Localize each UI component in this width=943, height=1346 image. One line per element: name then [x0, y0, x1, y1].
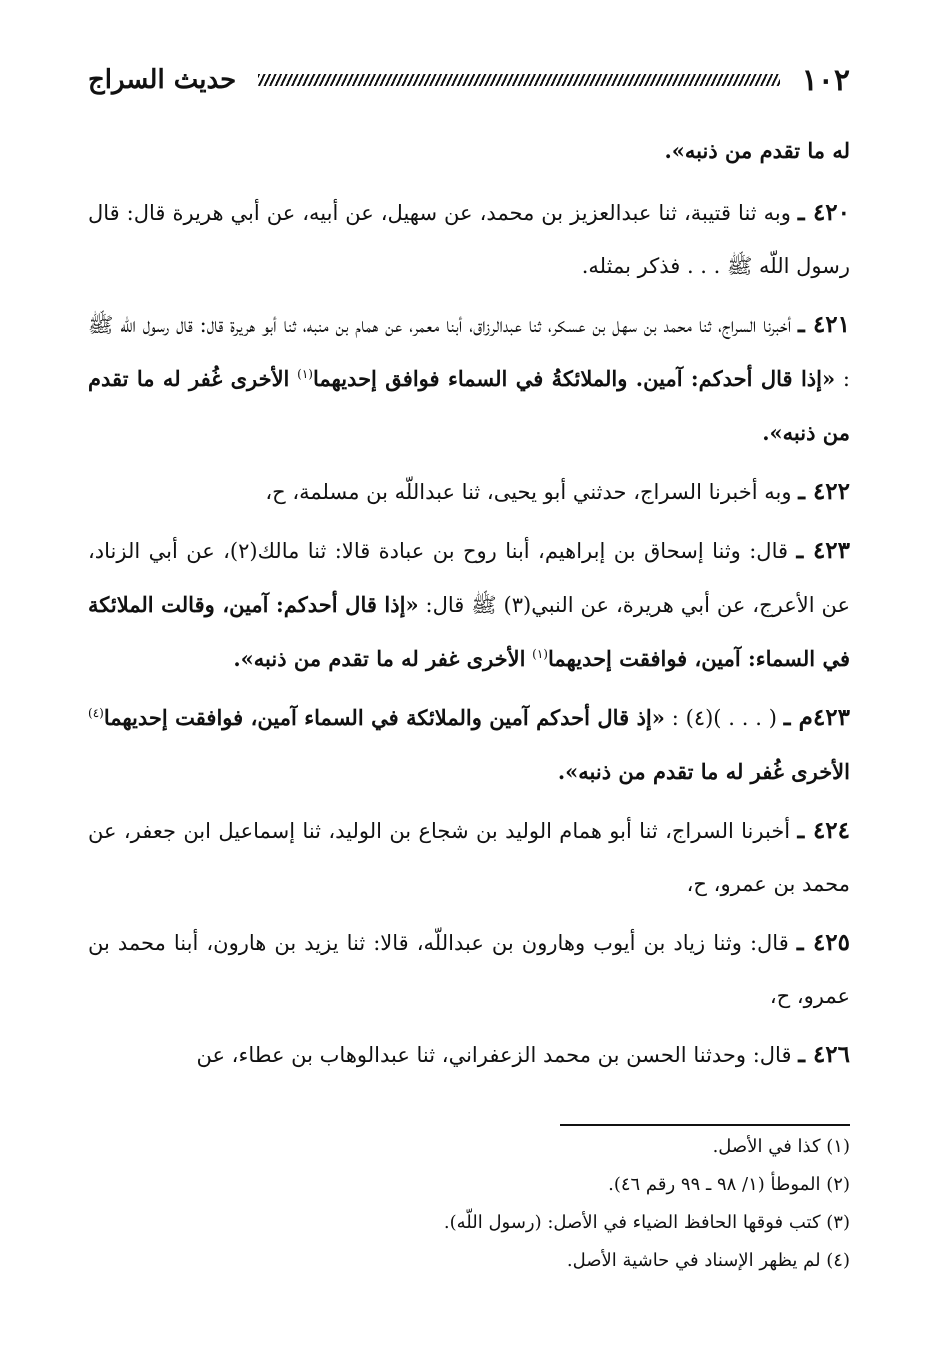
hadith-number: ٤٢٢ ـ	[798, 478, 850, 505]
hadith-paragraph	[88, 916, 850, 1023]
hadith-matn: «إذا قال أحدكم: آمين. والملائكةُ في السماء فوافق إحديهما	[312, 366, 836, 391]
hadith-isnad: أخبرنا السراج، ثنا أبو همام الوليد بن شجاع بن الوليد، ثنا إسماعيل ابن جعفر، عن محمد بن عمرو، ح،	[88, 819, 850, 896]
hadith-isnad: قال: وثنا زياد بن أيوب وهارون بن عبداللّه، قالا: ثنا يزيد بن هارون، أبنا محمد بن عمرو، ح،	[88, 931, 850, 1008]
hadith-number: ٤٢٦ ـ	[798, 1041, 850, 1068]
hadith-matn-end: الأخرى غفر له ما تقدم من ذنبه».	[233, 646, 526, 671]
hadith-matn: له ما تقدم من ذنبه».	[664, 138, 850, 163]
footnote: (٣) كتب فوقها الحافظ الضياء في الأصل: (رسول اللّه).	[443, 1212, 850, 1233]
hadith-matn-end: الأخرى غُفر له ما تقدم من ذنبه».	[557, 759, 850, 784]
hadith-isnad: أخبرنا السراج، ثنا محمد بن سهل بن عسكر، ثنا عبدالرزاق، أبنا معمر، عن همام بن منبه، ثنا أبو هريرة قال: قال رسول اللّه ﷺ :	[88, 313, 850, 391]
footnotes	[88, 1128, 850, 1280]
hadith-paragraph	[88, 691, 850, 799]
hadith-matn: «إذا قال أحدكم: آمين، وقالت الملائكة في السماء: آمين، فوافقت إحديهما	[88, 592, 850, 671]
hadith-isnad: قال: وثنا إسحاق بن إبراهيم، أبنا روح بن عبادة قالا: ثنا مالك(٢)، عن أبي الزناد، عن الأعرج، عن أبي هريرة، عن النبي(٣) ﷺ قال:	[88, 539, 851, 617]
hadith-number: ٤٢٣ ـ	[796, 537, 850, 564]
header-rule	[258, 74, 779, 86]
hadith-isnad: وبه ثنا قتيبة، ثنا عبدالعزيز بن محمد، عن سهيل، عن أبيه، عن أبي هريرة قال: قال رسول اللّه ﷺ . . . فذكر بمثله.	[88, 201, 850, 278]
footnote-marker: (١)	[297, 367, 313, 381]
hadith-matn-end: الأخرى غُفر له ما تقدم من ذنبه».	[88, 366, 850, 445]
hadith-isnad: قال: وحدثنا الحسن بن محمد الزعفراني، ثنا عبدالوهاب بن عطاء، عن	[196, 1043, 792, 1067]
hadith-isnad: ( . . . )(٤) :	[671, 706, 777, 730]
hadith-number: ٤٢١ ـ	[798, 311, 850, 338]
hadith-number: ٤٢٥ ـ	[796, 929, 850, 956]
hadith-paragraph	[88, 524, 850, 686]
footnote-separator	[560, 1124, 850, 1126]
hadith-isnad: وبه أخبرنا السراج، حدثني أبو يحيى، ثنا عبداللّه بن مسلمة، ح،	[265, 480, 792, 504]
hadith-paragraph	[88, 804, 850, 911]
book-title: حديث السراج	[88, 65, 237, 95]
footnote-marker: (٤)	[88, 706, 104, 720]
hadith-number: ٤٢٤ ـ	[797, 817, 850, 844]
hadith-number: ٤٢٠ ـ	[797, 199, 851, 226]
footnote-marker: (١)	[532, 647, 548, 661]
footnote: (١) كذا في الأصل.	[712, 1136, 850, 1157]
page-header	[88, 58, 850, 102]
hadith-number: ٤٢٣م ـ	[783, 704, 850, 731]
page-number: ١٠٢	[801, 62, 850, 98]
hadith-paragraph	[88, 124, 850, 178]
footnote: (٤) لم يظهر الإسناد في حاشية الأصل.	[566, 1250, 850, 1271]
hadith-paragraph	[88, 465, 850, 519]
hadith-paragraph	[88, 186, 850, 293]
hadith-matn: «إذ قال أحدكم آمين والملائكة في السماء آمين، فوافقت إحديهما	[103, 705, 665, 730]
main-text	[88, 124, 850, 1087]
footnote: (٢) الموطأ (١/ ٩٨ ـ ٩٩ رقم ٤٦).	[608, 1174, 850, 1195]
hadith-paragraph	[88, 298, 850, 460]
hadith-paragraph	[88, 1028, 850, 1082]
